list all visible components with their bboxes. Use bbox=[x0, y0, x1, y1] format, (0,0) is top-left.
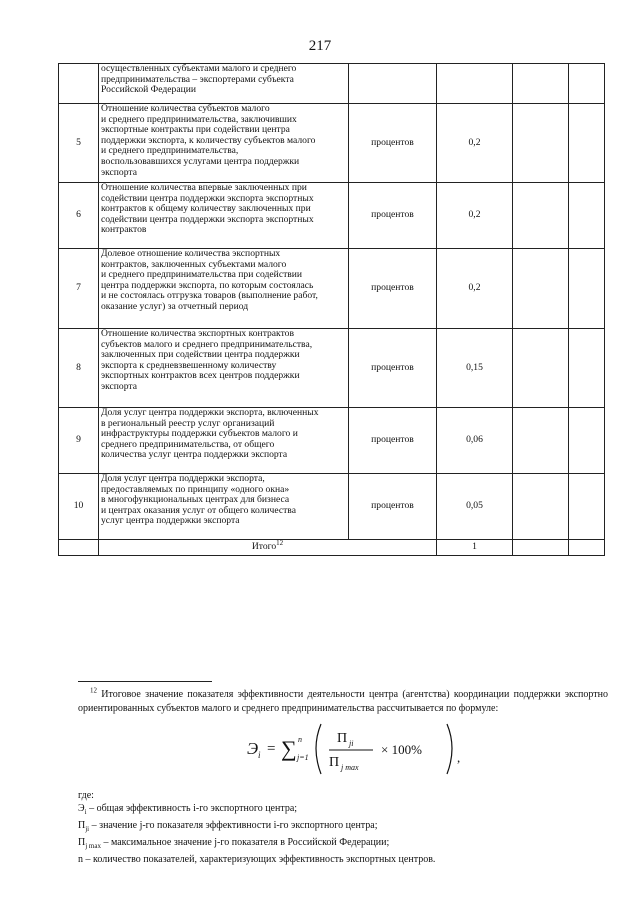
footnote-separator bbox=[78, 681, 212, 682]
empty-cell bbox=[569, 104, 605, 183]
description-line: Доля услуг центра поддержки экспорта, включенных bbox=[101, 407, 319, 418]
weight-value: 0,2 bbox=[437, 249, 513, 329]
empty-cell bbox=[569, 329, 605, 408]
description-line: экспорта bbox=[101, 380, 137, 392]
footnote-12 bbox=[78, 688, 608, 716]
table-row bbox=[59, 474, 605, 540]
empty-cell bbox=[513, 183, 569, 249]
row-number: 8 bbox=[59, 329, 99, 408]
description-line: Отношение количества субъектов малого bbox=[101, 103, 270, 114]
description-line: Российской Федерации bbox=[101, 84, 196, 96]
description-line: среднего предпринимательства, от общего bbox=[101, 438, 275, 450]
total-footnote-mark: 12 bbox=[276, 539, 284, 548]
formula-lhs-sub: i bbox=[258, 750, 261, 760]
empty-cell bbox=[569, 408, 605, 474]
row-number: 5 bbox=[59, 104, 99, 183]
empty-cell bbox=[513, 249, 569, 329]
right-paren bbox=[447, 724, 452, 774]
table-row bbox=[59, 104, 605, 183]
description-line: экспортные контракты при содействии центра bbox=[101, 124, 290, 136]
formula-numerator-sub: ji bbox=[349, 739, 354, 748]
row-number: 6 bbox=[59, 183, 99, 249]
description-line: предоставляемых по принципу «одного окна» bbox=[101, 483, 290, 495]
description-line: поддержки экспорта, к количеству субъектов малого bbox=[101, 134, 316, 146]
indicator-description bbox=[99, 329, 349, 408]
empty-cell bbox=[569, 474, 605, 540]
empty-cell bbox=[569, 249, 605, 329]
formula-sum-top: n bbox=[298, 735, 302, 744]
unit-cell bbox=[349, 64, 437, 104]
description-line: контрактов, заключенных субъектами малого bbox=[101, 258, 287, 270]
description-line: Доля услуг центра поддержки экспорта, bbox=[101, 473, 265, 484]
weight-value: 0,2 bbox=[437, 104, 513, 183]
table-row bbox=[59, 183, 605, 249]
formula-numerator: П bbox=[337, 731, 348, 746]
unit-cell: процентов bbox=[349, 183, 437, 249]
indicator-description bbox=[99, 249, 349, 329]
description-line: предпринимательства – экспортерами субъекта bbox=[101, 73, 294, 85]
description-line: инфраструктуры поддержки субъектов малого и bbox=[101, 428, 298, 440]
table-row bbox=[59, 64, 605, 104]
formula-sum: ∑ bbox=[281, 736, 297, 761]
legend-intro: где: bbox=[78, 790, 94, 801]
footnote-text: Итоговое значение показателя эффективности деятельности центра (агентства) координации поддержки экспортно ориентированных субъектов малого и среднего предпринимательства рассчитывается по формуле: bbox=[78, 689, 609, 714]
weight-value bbox=[437, 64, 513, 104]
efficiency-formula bbox=[245, 718, 475, 778]
indicator-description bbox=[99, 183, 349, 249]
description-line: контрактов bbox=[101, 224, 147, 236]
indicator-description bbox=[99, 474, 349, 540]
formula-legend bbox=[78, 789, 618, 870]
row-number: 9 bbox=[59, 408, 99, 474]
empty-cell bbox=[513, 104, 569, 183]
empty-cell bbox=[513, 540, 569, 556]
description-line: экспорта bbox=[101, 166, 137, 178]
empty-cell bbox=[513, 64, 569, 104]
indicator-description bbox=[99, 408, 349, 474]
description-line: субъектов малого и среднего предпринимательства, bbox=[101, 338, 313, 350]
row-number: 7 bbox=[59, 249, 99, 329]
page-number: 217 bbox=[308, 38, 332, 54]
empty-cell bbox=[569, 183, 605, 249]
empty-cell bbox=[569, 64, 605, 104]
description-line: воспользовавшихся услугами центра поддержки bbox=[101, 155, 300, 167]
legend-item: $Э_i$ – общая эффективность i-го экспортного центра; bbox=[78, 803, 298, 816]
description-line: в многофункциональных центрах для бизнеса bbox=[101, 494, 290, 506]
total-label: Итого bbox=[251, 541, 277, 553]
legend-item: n – количество показателей, характеризующих эффективность экспортных центров. bbox=[78, 854, 436, 865]
legend-item: $П_{j max}$ – максимальное значение j-го показателя в Российской Федерации; bbox=[78, 837, 390, 850]
empty-cell bbox=[569, 540, 605, 556]
description-line: осуществленных субъектами малого и среднего bbox=[101, 63, 297, 74]
total-label-cell bbox=[99, 540, 437, 556]
unit-cell: процентов bbox=[349, 329, 437, 408]
legend-item: $П_{ji}$ – значение j-го показателя эффективности i-го экспортного центра; bbox=[78, 820, 378, 833]
table-row bbox=[59, 329, 605, 408]
description-line: и среднего предпринимательства при содействии bbox=[101, 269, 303, 281]
weight-value: 0,15 bbox=[437, 329, 513, 408]
description-line: и центрах оказания услуг от общего количества bbox=[101, 504, 296, 516]
total-value: 1 bbox=[437, 540, 513, 556]
empty-cell bbox=[59, 540, 99, 556]
formula-sum-bottom: j=1 bbox=[297, 753, 309, 762]
description-line: Отношение количества экспортных контрактов bbox=[101, 328, 294, 339]
formula-lhs: Э bbox=[247, 739, 259, 758]
formula-equals: = bbox=[267, 741, 276, 757]
formula-trailing: , bbox=[457, 750, 461, 765]
unit-cell: процентов bbox=[349, 408, 437, 474]
unit-cell: процентов bbox=[349, 474, 437, 540]
table-row bbox=[59, 249, 605, 329]
row-number bbox=[59, 64, 99, 104]
description-line: и среднего предпринимательства, bbox=[101, 145, 239, 157]
indicator-description bbox=[99, 104, 349, 183]
row-number: 10 bbox=[59, 474, 99, 540]
description-line: оказание услуг) за отчетный период bbox=[101, 300, 249, 312]
formula-times: × 100% bbox=[381, 742, 422, 757]
left-paren bbox=[316, 724, 321, 774]
description-line: заключенных при содействии центра поддержки bbox=[101, 349, 300, 361]
description-line: и среднего предпринимательства, заключивших bbox=[101, 113, 297, 125]
description-line: экспортных контрактов всех центров поддержки bbox=[101, 370, 300, 382]
description-line: экспорта к средневзвешенному количеству bbox=[101, 359, 277, 371]
table-row bbox=[59, 408, 605, 474]
weight-value: 0,06 bbox=[437, 408, 513, 474]
description-line: Отношение количества впервые заключенных при bbox=[101, 182, 307, 193]
description-line: содействии центра поддержки экспорта экспортных bbox=[101, 213, 314, 225]
indicator-description bbox=[99, 64, 349, 104]
description-line: Долевое отношение количества экспортных bbox=[101, 248, 281, 259]
description-line: в региональный реестр услуг организаций bbox=[101, 417, 275, 429]
empty-cell bbox=[513, 474, 569, 540]
indicators-table bbox=[58, 63, 605, 556]
description-line: содействии центра поддержки экспорта экспортных bbox=[101, 192, 314, 204]
footnote-mark: 12 bbox=[90, 686, 97, 695]
description-line: количества услуг центра поддержки экспорта bbox=[101, 449, 288, 461]
description-line: и не состоялась отгрузка товаров (выполнение работ, bbox=[101, 290, 318, 302]
description-line: услуг центра поддержки экспорта bbox=[101, 515, 240, 527]
description-line: центра поддержки экспорта, по которым состоялась bbox=[101, 279, 314, 291]
weight-value: 0,2 bbox=[437, 183, 513, 249]
weight-value: 0,05 bbox=[437, 474, 513, 540]
unit-cell: процентов bbox=[349, 104, 437, 183]
formula-denominator-sub: j max bbox=[341, 763, 359, 772]
total-row bbox=[59, 540, 605, 556]
description-line: контрактов к общему количеству заключенных при bbox=[101, 203, 311, 215]
empty-cell bbox=[513, 329, 569, 408]
unit-cell: процентов bbox=[349, 249, 437, 329]
empty-cell bbox=[513, 408, 569, 474]
formula-denominator: П bbox=[329, 755, 340, 770]
